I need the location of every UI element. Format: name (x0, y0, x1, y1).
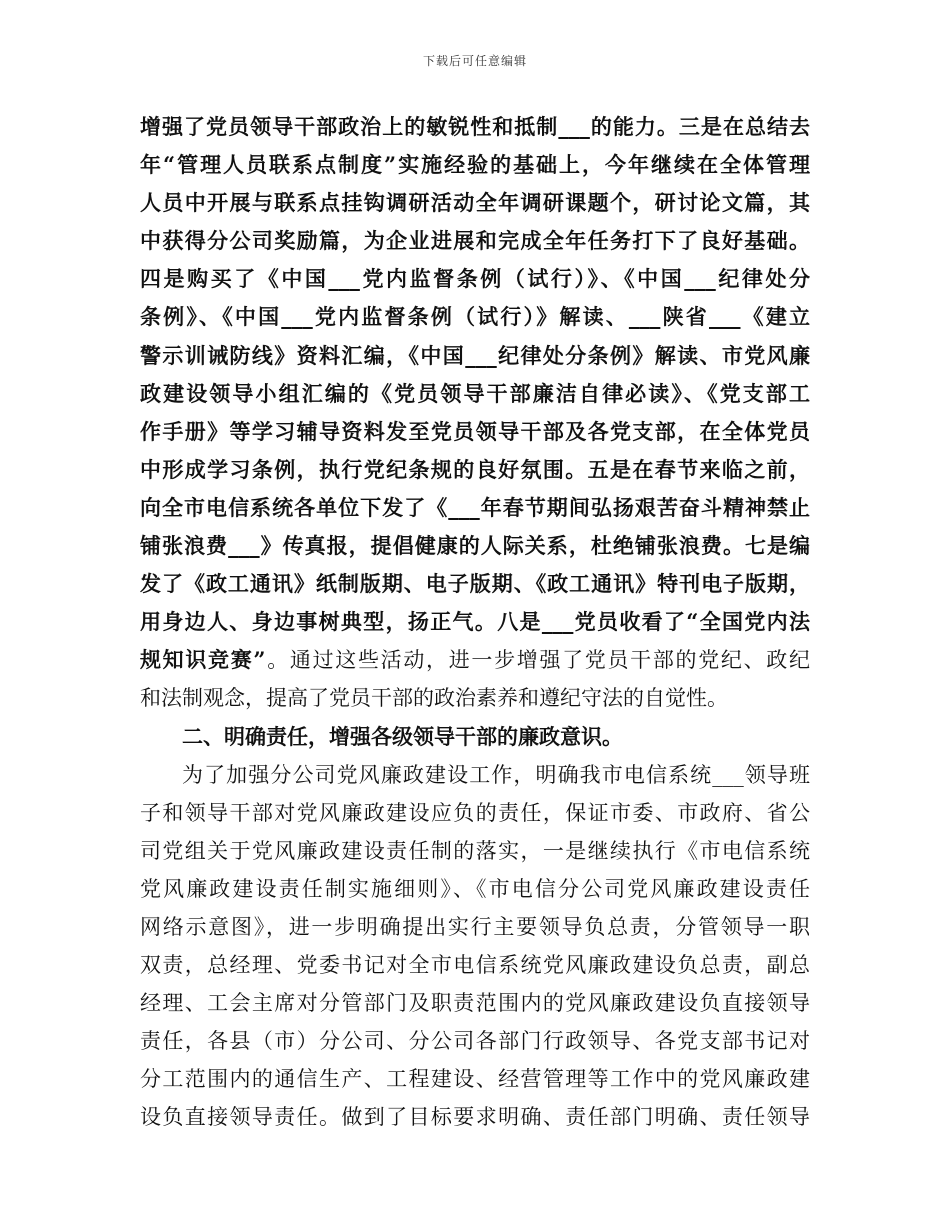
text-line: 分工范围内的通信生产、工程建设、经营管理等工作中的党风廉政建 (140, 1067, 810, 1092)
text-line: 党风廉政建设责任制实施细则》、《市电信分公司党风廉政建设责任 (140, 876, 810, 901)
text-line: 双责，总经理、党委书记对全市电信系统党风廉政建设负总责，副总 (140, 953, 810, 978)
text-line: 司党组关于党风廉政建设责任制的落实，一是继续执行《市电信系统 (140, 838, 810, 863)
text-line: 责任，各县（市）分公司、分公司各部门行政领导、各党支部书记对 (140, 1029, 810, 1054)
text-line: 设负直接领导责任。做到了目标要求明确、责任部门明确、责任领导 (140, 1105, 810, 1130)
text-line: 政建设领导小组汇编的《党员领导干部廉洁自律必读》、《党支部工 (140, 380, 810, 406)
page-header: 下载后可任意编辑 (422, 54, 527, 68)
text-line: 向全市电信系统各单位下发了《___年春节期间弘扬艰苦奋斗精神禁止 (140, 494, 810, 520)
document-body (140, 108, 810, 1137)
text-line: 子和领导干部对党风廉政建设应负的责任，保证市委、市政府、省公 (140, 800, 810, 825)
text-line: 警示训诫防线》资料汇编，《中国___纪律处分条例》解读、市党风廉 (140, 342, 810, 368)
section-heading: 二、明确责任，增强各级领导干部的廉政意识。 (182, 723, 623, 749)
text-line: 年“管理人员联系点制度”实施经验的基础上，今年继续在全体管理 (140, 152, 810, 178)
text-line: 中获得分公司奖励篇，为企业进展和完成全年任务打下了良好基础。 (140, 228, 810, 254)
text-line: 人员中开展与联系点挂钩调研活动全年调研课题个，研讨论文篇，其 (140, 190, 810, 216)
text-line: 铺张浪费___》传真报，提倡健康的人际关系，杜绝铺张浪费。七是编 (140, 533, 810, 559)
text-line: 作手册》等学习辅导资料发至党员领导干部及各党支部，在全体党员 (140, 418, 810, 444)
text-line: 增强了党员领导干部政治上的敏锐性和抵制___的能力。三是在总结去 (140, 114, 810, 139)
text-line: 条例》、《中国___党内监督条例（试行）》解读、___陕省___《建立 (140, 304, 810, 330)
text-line: 和法制观念，提高了党员干部的政治素养和遵纪守法的自觉性。 (140, 686, 728, 711)
text-line: 网络示意图》，进一步明确提出实行主要领导负总责，分管领导一职 (140, 914, 810, 939)
text-line: 中形成学习条例，执行党纪条规的良好氛围。五是在春节来临之前， (140, 456, 810, 482)
text-line: 经理、工会主席对分管部门及职责范围内的党风廉政建设负直接领导 (140, 991, 810, 1016)
regular-segment: 。通过这些活动，进一步增强了党员干部的党纪、政纪 (265, 648, 810, 673)
text-line: 四是购买了《中国___党内监督条例（试行）》、《中国___纪律处分 (140, 266, 810, 292)
text-line: 为了加强分公司党风廉政建设工作，明确我市电信系统___领导班 (182, 762, 810, 787)
bold-segment: 规知识竞赛” (140, 647, 266, 673)
text-line: 发了《政工通讯》纸制版期、电子版期、《政工通讯》特刊电子版期， (140, 571, 810, 597)
text-line-mixed (140, 641, 810, 679)
text-line: 用身边人、身边事树典型，扬正气。八是___党员收看了“全国党内法 (140, 609, 810, 635)
